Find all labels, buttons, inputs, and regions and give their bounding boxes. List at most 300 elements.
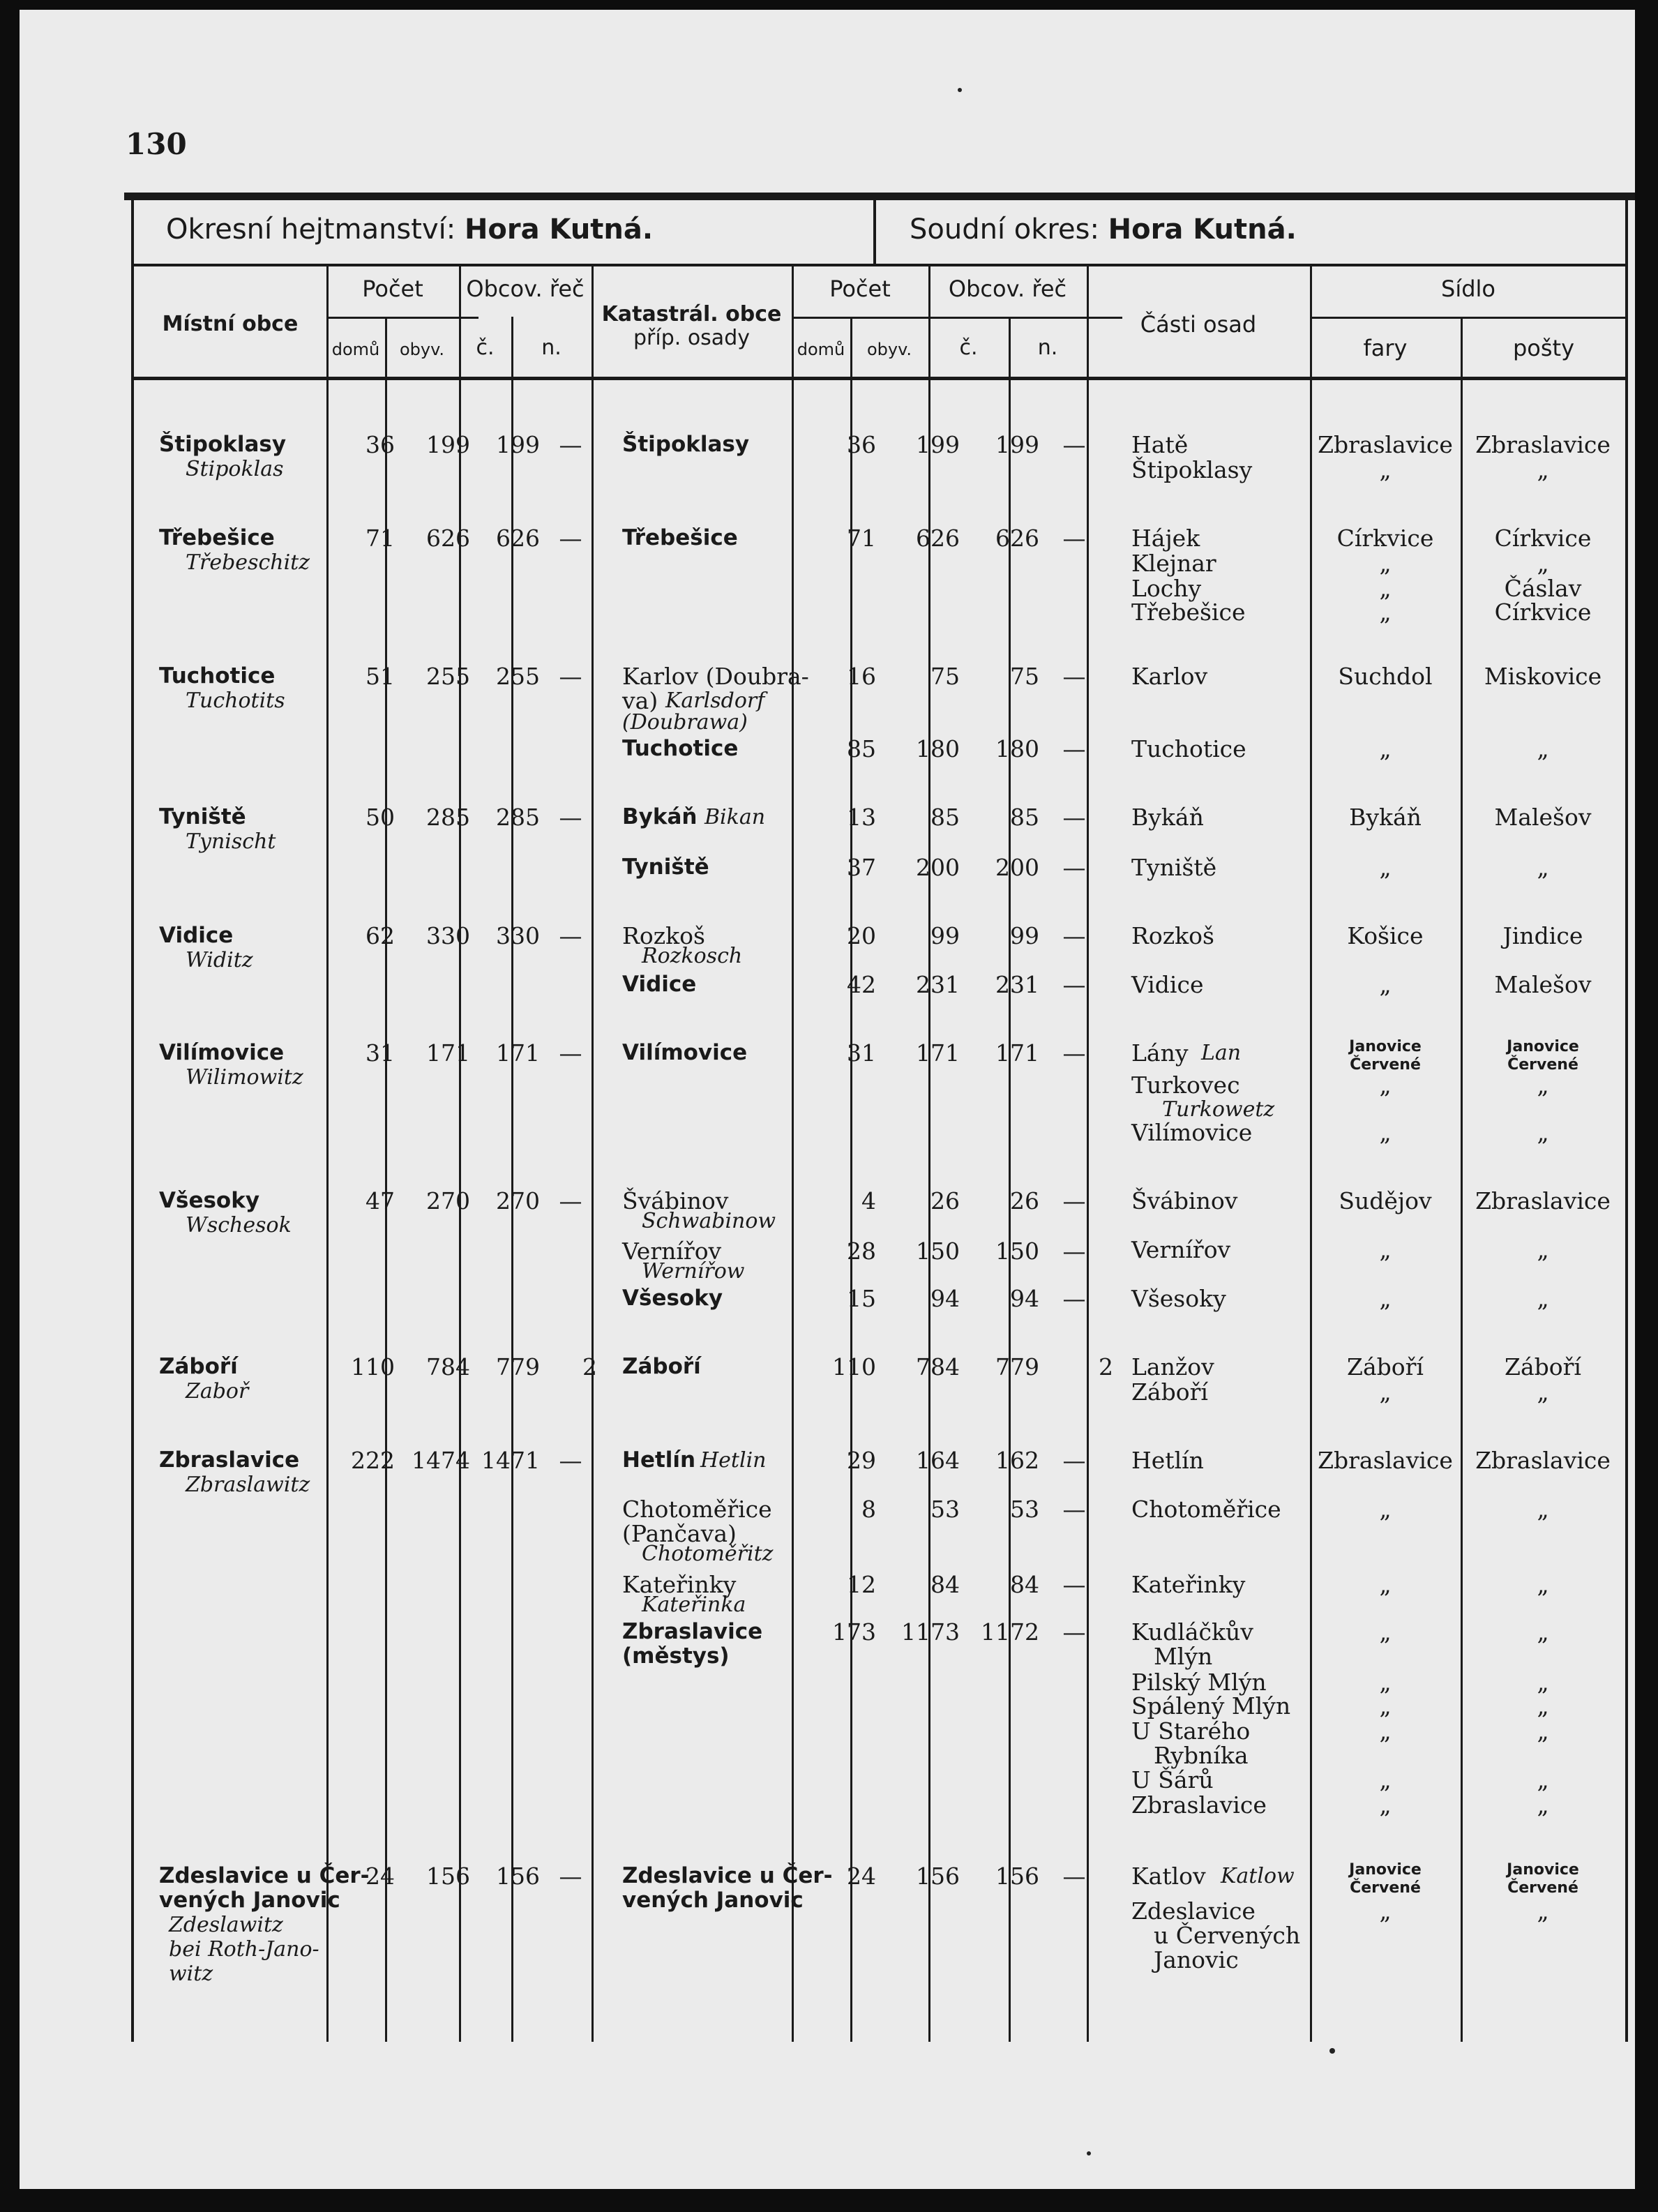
post-office: „ — [1537, 1571, 1549, 1598]
german-speakers: — — [559, 1863, 582, 1890]
district-value: Hora Kutná. — [464, 213, 654, 246]
cadastral-name-german: Bikan — [704, 805, 766, 829]
parish-seat: Záboří — [1347, 1353, 1424, 1380]
settlement-name: u Červených — [1154, 1922, 1301, 1949]
parish-seat: Červené — [1350, 1056, 1421, 1074]
post-office: „ — [1537, 1285, 1549, 1312]
speck — [958, 88, 962, 92]
cadastral-name: Švábinov — [622, 1187, 729, 1214]
parish-seat: „ — [1379, 1378, 1392, 1406]
header-subrule — [1310, 317, 1627, 319]
czech-speakers: 171 — [496, 1039, 540, 1067]
cadastral-houses: 24 — [847, 1863, 876, 1890]
cadastral-houses: 4 — [861, 1187, 876, 1214]
cadastral-german: — — [1062, 431, 1086, 458]
page — [20, 10, 1635, 2189]
cadastral-german: — — [1062, 804, 1086, 831]
cadastral-inhabitants: 784 — [916, 1353, 960, 1380]
post-office: „ — [1537, 854, 1549, 881]
parish-seat: „ — [1379, 575, 1392, 602]
parish-seat: „ — [1379, 1071, 1392, 1099]
cadastral-inhabitants: 200 — [916, 854, 960, 881]
cadastral-czech: 99 — [1010, 922, 1039, 949]
settlement-name: Kudláčkův — [1131, 1618, 1253, 1646]
cadastral-name: Zbraslavice — [622, 1619, 763, 1644]
settlement-name-german: Lan — [1201, 1041, 1242, 1065]
municipality-name: vených Janovic — [159, 1888, 340, 1913]
post-office: „ — [1537, 550, 1549, 577]
post-office: Čáslav — [1504, 575, 1582, 602]
post-office: „ — [1537, 1236, 1549, 1263]
post-office: „ — [1537, 1669, 1549, 1696]
cadastral-inhabitants: 171 — [916, 1039, 960, 1067]
settlement-name: Karlov — [1131, 663, 1208, 690]
header-houses-2: domů — [797, 340, 845, 359]
parish-seat: Bykáň — [1349, 804, 1422, 831]
inhabitants-count: 156 — [426, 1863, 470, 1890]
municipality-name: Všesoky — [159, 1188, 260, 1213]
cadastral-houses: 28 — [847, 1237, 876, 1265]
inhabitants-count: 330 — [426, 922, 470, 949]
cadastral-name: Zdeslavice u Čer- — [622, 1863, 833, 1888]
cadastral-houses: 173 — [832, 1618, 876, 1646]
houses-count: 71 — [365, 525, 395, 552]
parish-seat: „ — [1379, 971, 1392, 998]
header-count: Počet — [362, 276, 423, 302]
cadastral-name: vených Janovic — [622, 1888, 804, 1913]
municipality-name-german: Tynischt — [186, 829, 276, 854]
cadastral-houses: 29 — [847, 1447, 876, 1474]
municipality-name: Třebešice — [159, 525, 275, 550]
parish-seat: Janovice — [1349, 1038, 1422, 1055]
column-rule — [1009, 317, 1011, 2042]
post-office: Červené — [1507, 1879, 1578, 1897]
cadastral-name: Karlov (Doubra- — [622, 663, 809, 690]
post-office: Zbraslavice — [1475, 431, 1611, 458]
cadastral-houses: 16 — [847, 663, 876, 690]
cadastral-german: — — [1062, 1496, 1086, 1523]
parish-seat: „ — [1379, 1766, 1392, 1793]
header-cadastral: Katastrál. obce — [601, 302, 782, 326]
german-speakers: — — [559, 804, 582, 831]
cadastral-inhabitants: 626 — [916, 525, 960, 552]
cadastral-czech: 94 — [1010, 1285, 1039, 1312]
page-number: 130 — [126, 127, 187, 161]
municipality-name-german: Tuchotits — [186, 689, 285, 713]
cadastral-czech: 84 — [1010, 1571, 1039, 1598]
cadastral-name: Chotoměřice — [622, 1496, 772, 1523]
cadastral-inhabitants: 199 — [916, 431, 960, 458]
cadastral-name-german: Wernířow — [642, 1259, 745, 1284]
parish-seat: Suchdol — [1338, 663, 1433, 690]
settlement-name: Všesoky — [1131, 1285, 1226, 1312]
header-parish: fary — [1363, 335, 1408, 361]
houses-count: 62 — [365, 922, 395, 949]
german-speakers: — — [559, 1039, 582, 1067]
cadastral-czech: 200 — [995, 854, 1039, 881]
houses-count: 110 — [351, 1353, 395, 1380]
table-right-rule — [1625, 200, 1628, 2042]
czech-speakers: 779 — [496, 1353, 540, 1380]
post-office: „ — [1537, 1791, 1549, 1819]
cadastral-houses: 110 — [832, 1353, 876, 1380]
municipality-name-german: Stipoklas — [186, 457, 284, 481]
czech-speakers: 626 — [496, 525, 540, 552]
municipality-name-german: Zdeslawitz — [169, 1913, 283, 1937]
header-subrule — [792, 317, 1122, 319]
cadastral-czech: 231 — [995, 971, 1039, 998]
header-post: pošty — [1512, 335, 1575, 361]
cadastral-inhabitants: 150 — [916, 1237, 960, 1265]
cadastral-houses: 8 — [861, 1496, 876, 1523]
post-office: Malešov — [1494, 971, 1592, 998]
czech-speakers: 330 — [496, 922, 540, 949]
court-label: Soudní okres: — [910, 213, 1099, 246]
cadastral-inhabitants: 26 — [930, 1187, 960, 1214]
cadastral-inhabitants: 75 — [930, 663, 960, 690]
cadastral-german: — — [1062, 1187, 1086, 1214]
german-speakers: — — [559, 663, 582, 690]
title-divider — [873, 200, 876, 266]
header-cadastral-2: příp. osady — [633, 326, 750, 350]
header-language: Obcov. řeč — [466, 276, 585, 302]
municipality-name: Tyniště — [159, 804, 246, 829]
header-czech: č. — [476, 336, 495, 360]
post-office: Zbraslavice — [1475, 1187, 1611, 1214]
cadastral-inhabitants: 164 — [916, 1447, 960, 1474]
cadastral-name-german: Hetlin — [700, 1448, 767, 1473]
german-speakers: — — [559, 922, 582, 949]
district-label: Okresní hejtmanství: — [166, 213, 456, 246]
header-inhabitants-2: obyv. — [866, 340, 912, 359]
cadastral-german: — — [1062, 1285, 1086, 1312]
column-rule — [792, 266, 794, 2042]
parish-seat: „ — [1379, 1897, 1392, 1925]
inhabitants-count: 784 — [426, 1353, 470, 1380]
cadastral-name: Štipoklasy — [622, 432, 750, 457]
post-office: Církvice — [1494, 525, 1592, 552]
settlement-name: Vilímovice — [1131, 1119, 1253, 1146]
cadastral-german: — — [1062, 663, 1086, 690]
settlement-name: Katlov — [1131, 1863, 1206, 1890]
cadastral-houses: 12 — [847, 1571, 876, 1598]
municipality-name-german: Wschesok — [186, 1213, 292, 1237]
inhabitants-count: 285 — [426, 804, 470, 831]
cadastral-name: va) — [622, 687, 658, 714]
post-office: „ — [1537, 1378, 1549, 1406]
settlement-name: Rybníka — [1154, 1742, 1249, 1769]
german-speakers: — — [559, 1447, 582, 1474]
table-top-rule — [124, 193, 1635, 200]
german-speakers: 2 — [582, 1353, 597, 1380]
post-office: „ — [1537, 1692, 1549, 1720]
post-office: Janovice — [1507, 1038, 1579, 1055]
settlement-name: Pilský Mlýn — [1131, 1669, 1267, 1696]
parish-seat: „ — [1379, 1692, 1392, 1720]
settlement-name: Kateřinky — [1131, 1571, 1246, 1598]
settlement-name: U Starého — [1131, 1717, 1251, 1745]
municipality-name: Vidice — [159, 923, 234, 948]
cadastral-name: Kateřinky — [622, 1571, 737, 1598]
cadastral-houses: 36 — [847, 431, 876, 458]
settlement-name: Hatě — [1131, 431, 1189, 458]
settlement-name: Hetlín — [1131, 1447, 1204, 1474]
settlement-name: Záboří — [1131, 1378, 1208, 1406]
municipality-name: Záboří — [159, 1354, 238, 1379]
cadastral-german: — — [1062, 1039, 1086, 1067]
cadastral-czech: 156 — [995, 1863, 1039, 1890]
post-office: „ — [1537, 735, 1549, 762]
parish-seat: Košice — [1347, 922, 1424, 949]
settlement-name: Tyniště — [1131, 854, 1217, 881]
czech-speakers: 199 — [496, 431, 540, 458]
header-municipality: Místní obce — [162, 312, 299, 336]
cadastral-name: Třebešice — [622, 525, 738, 550]
court-title — [910, 213, 1297, 246]
cadastral-german: — — [1062, 1618, 1086, 1646]
municipality-name-german: Zbraslawitz — [186, 1473, 310, 1497]
municipality-name-german: Widitz — [186, 948, 253, 972]
municipality-name: Zbraslavice — [159, 1447, 300, 1473]
column-rule — [591, 266, 594, 2042]
parish-seat: „ — [1379, 735, 1392, 762]
settlement-name: Zdeslavice — [1131, 1897, 1256, 1925]
cadastral-houses: 71 — [847, 525, 876, 552]
settlement-name: Bykáň — [1131, 804, 1204, 831]
settlement-name: Turkovec — [1131, 1071, 1240, 1099]
settlement-name: Chotoměřice — [1131, 1496, 1281, 1523]
houses-count: 36 — [365, 431, 395, 458]
parish-seat: Janovice — [1349, 1861, 1422, 1879]
cadastral-inhabitants: 231 — [916, 971, 960, 998]
cadastral-czech: 75 — [1010, 663, 1039, 690]
parish-seat: Zbraslavice — [1318, 1447, 1453, 1474]
post-office: „ — [1537, 456, 1549, 483]
title-bottom-rule — [134, 264, 1627, 266]
parish-seat: „ — [1379, 1618, 1392, 1646]
municipality-name-german: bei Roth-Jano- — [169, 1937, 319, 1962]
cadastral-czech: 180 — [995, 735, 1039, 762]
cadastral-name-german: (Doubrawa) — [622, 710, 748, 735]
parish-seat: „ — [1379, 1119, 1392, 1146]
parish-seat: „ — [1379, 1285, 1392, 1312]
cadastral-houses: 42 — [847, 971, 876, 998]
settlement-name: Vernířov — [1131, 1236, 1231, 1263]
settlement-name: Tuchotice — [1131, 735, 1246, 762]
cadastral-czech: 53 — [1010, 1496, 1039, 1523]
cadastral-german: — — [1062, 525, 1086, 552]
cadastral-name: Hetlín — [622, 1447, 696, 1473]
houses-count: 50 — [365, 804, 395, 831]
cadastral-inhabitants: 1173 — [901, 1618, 960, 1646]
column-rule — [511, 317, 513, 2042]
cadastral-name: Bykáň — [622, 804, 698, 829]
cadastral-name: Tyniště — [622, 855, 709, 880]
cadastral-name: Vidice — [622, 972, 697, 997]
houses-count: 24 — [365, 1863, 395, 1890]
parish-seat: „ — [1379, 1717, 1392, 1745]
cadastral-czech: 1172 — [981, 1618, 1039, 1646]
cadastral-czech: 779 — [995, 1353, 1039, 1380]
cadastral-inhabitants: 53 — [930, 1496, 960, 1523]
header-german-2: n. — [1037, 336, 1058, 360]
settlement-name: Rozkoš — [1131, 922, 1214, 949]
column-rule — [385, 317, 387, 2042]
cadastral-german: — — [1062, 1447, 1086, 1474]
cadastral-german: — — [1062, 854, 1086, 881]
cadastral-houses: 13 — [847, 804, 876, 831]
cadastral-name-german: Kateřinka — [642, 1593, 746, 1617]
houses-count: 47 — [365, 1187, 395, 1214]
post-office: „ — [1537, 1119, 1549, 1146]
cadastral-houses: 85 — [847, 735, 876, 762]
post-office: „ — [1537, 1897, 1549, 1925]
cadastral-houses: 37 — [847, 854, 876, 881]
cadastral-czech: 150 — [995, 1237, 1039, 1265]
settlement-name: Spálený Mlýn — [1131, 1692, 1291, 1720]
parish-seat: „ — [1379, 1496, 1392, 1523]
cadastral-czech: 162 — [995, 1447, 1039, 1474]
municipality-name: Tuchotice — [159, 663, 276, 689]
settlement-name: Hájek — [1131, 525, 1200, 552]
settlement-name: U Šárů — [1131, 1766, 1214, 1793]
cadastral-name-german: Chotoměřitz — [642, 1542, 774, 1566]
settlement-name-german: Katlow — [1221, 1864, 1295, 1888]
cadastral-houses: 31 — [847, 1039, 876, 1067]
municipality-name-german: Wilimowitz — [186, 1065, 303, 1090]
inhabitants-count: 199 — [426, 431, 470, 458]
settlement-name: Třebešice — [1131, 599, 1246, 626]
header-settlements: Části osad — [1140, 311, 1257, 338]
parish-seat: „ — [1379, 456, 1392, 483]
cadastral-name: Vilímovice — [622, 1040, 748, 1065]
inhabitants-count: 1474 — [412, 1447, 470, 1474]
cadastral-name-german: Schwabinow — [642, 1209, 776, 1233]
header-count-2: Počet — [829, 276, 891, 302]
settlement-name: Zbraslavice — [1131, 1791, 1267, 1819]
cadastral-name: (Pančava) — [622, 1520, 737, 1547]
parish-seat: Sudějov — [1339, 1187, 1432, 1214]
cadastral-czech: 171 — [995, 1039, 1039, 1067]
post-office: „ — [1537, 1717, 1549, 1745]
settlement-name-german: Turkowetz — [1162, 1097, 1275, 1122]
settlement-name: Mlýn — [1154, 1643, 1213, 1670]
cadastral-german: — — [1062, 1863, 1086, 1890]
table-left-rule — [131, 200, 134, 2042]
czech-speakers: 156 — [496, 1863, 540, 1890]
cadastral-czech: 626 — [995, 525, 1039, 552]
settlement-name: Lochy — [1131, 575, 1202, 602]
settlement-name: Štipoklasy — [1131, 456, 1253, 483]
cadastral-houses: 20 — [847, 922, 876, 949]
czech-speakers: 255 — [496, 663, 540, 690]
cadastral-german: 2 — [1099, 1353, 1113, 1380]
inhabitants-count: 626 — [426, 525, 470, 552]
post-office: Záboří — [1505, 1353, 1581, 1380]
cadastral-name: (městys) — [622, 1643, 730, 1669]
cadastral-inhabitants: 94 — [930, 1285, 960, 1312]
parish-seat: „ — [1379, 854, 1392, 881]
cadastral-inhabitants: 180 — [916, 735, 960, 762]
cadastral-czech: 199 — [995, 431, 1039, 458]
parish-seat: Zbraslavice — [1318, 431, 1453, 458]
cadastral-name: Všesoky — [622, 1286, 723, 1311]
post-office: Janovice — [1507, 1861, 1579, 1879]
settlement-name: Lanžov — [1131, 1353, 1214, 1380]
post-office: „ — [1537, 1496, 1549, 1523]
header-bottom-rule — [134, 377, 1627, 380]
cadastral-german: — — [1062, 971, 1086, 998]
header-inhabitants: obyv. — [399, 340, 445, 359]
municipality-name: Štipoklasy — [159, 432, 287, 457]
cadastral-inhabitants: 99 — [930, 922, 960, 949]
cadastral-german: — — [1062, 1237, 1086, 1265]
post-office: Červené — [1507, 1056, 1578, 1074]
czech-speakers: 285 — [496, 804, 540, 831]
post-office: Zbraslavice — [1475, 1447, 1611, 1474]
parish-seat: „ — [1379, 550, 1392, 577]
header-houses: domů — [331, 340, 380, 359]
post-office: Miskovice — [1484, 663, 1602, 690]
parish-seat: Červené — [1350, 1879, 1421, 1897]
header-language-2: Obcov. řeč — [948, 276, 1067, 302]
speck — [1329, 2048, 1335, 2054]
municipality-name: Vilímovice — [159, 1040, 285, 1065]
houses-count: 222 — [351, 1447, 395, 1474]
header-german: n. — [541, 336, 562, 360]
header-seat: Sídlo — [1441, 276, 1495, 302]
column-rule — [850, 317, 852, 2042]
court-value: Hora Kutná. — [1108, 213, 1297, 246]
settlement-name: Klejnar — [1131, 550, 1216, 577]
post-office: „ — [1537, 1618, 1549, 1646]
cadastral-name: Rozkoš — [622, 922, 705, 949]
parish-seat: Církvice — [1336, 525, 1434, 552]
cadastral-name: Tuchotice — [622, 736, 739, 761]
cadastral-name-german: Karlsdorf — [665, 689, 765, 713]
cadastral-inhabitants: 84 — [930, 1571, 960, 1598]
german-speakers: — — [559, 525, 582, 552]
municipality-name-german: witz — [169, 1962, 213, 1986]
cadastral-name: Záboří — [622, 1354, 701, 1379]
header-subrule — [326, 317, 478, 319]
post-office: Jindice — [1502, 922, 1583, 949]
parish-seat: „ — [1379, 1571, 1392, 1598]
header-czech-2: č. — [959, 336, 978, 360]
german-speakers: — — [559, 1187, 582, 1214]
settlement-name: Švábinov — [1131, 1187, 1238, 1214]
cadastral-inhabitants: 156 — [916, 1863, 960, 1890]
speck — [1087, 2151, 1091, 2155]
post-office: Malešov — [1494, 804, 1592, 831]
settlement-name: Lány — [1131, 1039, 1189, 1067]
parish-seat: „ — [1379, 599, 1392, 626]
czech-speakers: 1471 — [481, 1447, 540, 1474]
german-speakers: — — [559, 431, 582, 458]
cadastral-name: Vernířov — [622, 1237, 722, 1265]
district-title — [166, 213, 653, 246]
settlement-name: Janovic — [1154, 1946, 1239, 1973]
parish-seat: „ — [1379, 1236, 1392, 1263]
post-office: Církvice — [1494, 599, 1592, 626]
parish-seat: „ — [1379, 1791, 1392, 1819]
houses-count: 51 — [365, 663, 395, 690]
cadastral-german: — — [1062, 922, 1086, 949]
post-office: „ — [1537, 1766, 1549, 1793]
municipality-name-german: Třebeschitz — [186, 550, 310, 575]
municipality-name: Zdeslavice u Čer- — [159, 1863, 370, 1888]
czech-speakers: 270 — [496, 1187, 540, 1214]
